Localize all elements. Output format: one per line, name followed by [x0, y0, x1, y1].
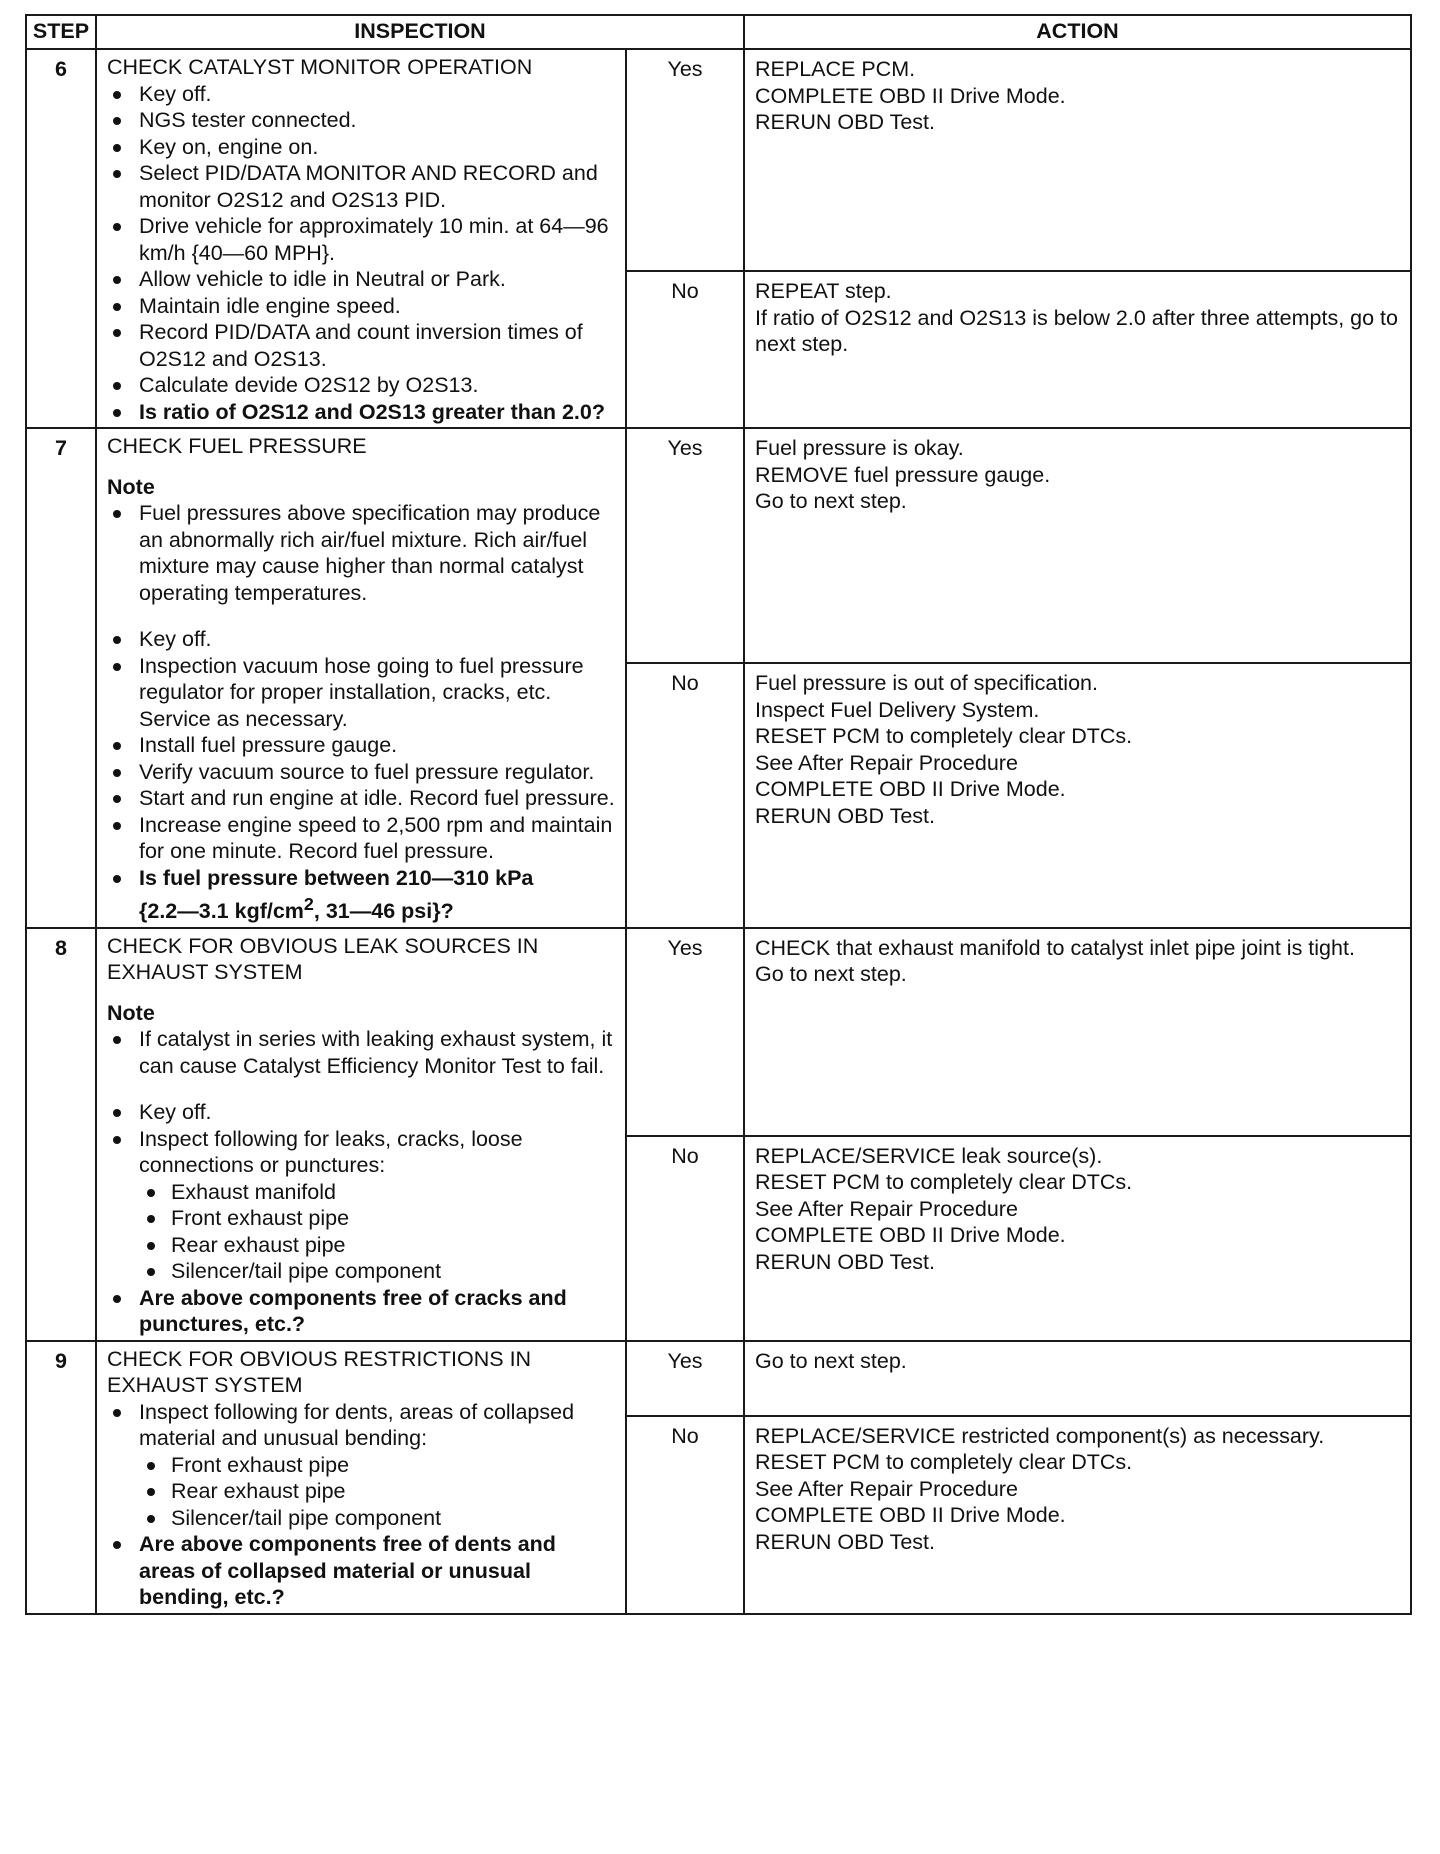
list-item: Key off.	[107, 1099, 615, 1126]
list-item: Exhaust manifold	[139, 1179, 615, 1206]
note-label: Note	[107, 1000, 155, 1025]
list-item: NGS tester connected.	[107, 107, 615, 134]
step-number: 7	[26, 428, 96, 928]
step-6-inspection	[96, 49, 626, 428]
list-item: If catalyst in series with leaking exhaust system, it can cause Catalyst Efficiency Monitor Test to fail.	[107, 1026, 615, 1079]
action-line: RERUN OBD Test.	[755, 1529, 935, 1554]
question-post: , 31—46 psi}?	[313, 899, 454, 924]
list-item: Drive vehicle for approximately 10 min. at 64—96 km/h {40—60 MPH}.	[107, 213, 615, 266]
step-8-yes-row	[26, 928, 1411, 1136]
list-item: Key on, engine on.	[107, 134, 615, 161]
list-item: Silencer/tail pipe component	[139, 1258, 615, 1285]
list-item: Fuel pressures above specification may produce an abnormally rich air/fuel mixture. Rich air/fuel mixture may cause higher than normal catalyst operating temperatures.	[107, 500, 615, 606]
note-label: Note	[107, 474, 155, 499]
inspection-bullets	[107, 626, 615, 925]
action-line: CHECK that exhaust manifold to catalyst inlet pipe joint is tight.	[755, 935, 1355, 960]
list-item: Rear exhaust pipe	[139, 1232, 615, 1259]
inspection-question: Is ratio of O2S12 and O2S13 greater than 2.0?	[107, 399, 615, 426]
step-title: CHECK FUEL PRESSURE	[107, 434, 367, 458]
step-number: 8	[26, 928, 96, 1341]
list-item	[107, 1126, 615, 1285]
list-item: Front exhaust pipe	[139, 1452, 615, 1479]
step-6-yes-row	[26, 49, 1411, 271]
action-line: Fuel pressure is out of specification.	[755, 671, 1098, 695]
header-inspection: INSPECTION	[96, 15, 744, 49]
step-number: 6	[26, 49, 96, 428]
action-line: If ratio of O2S12 and O2S13 is below 2.0 after three attempts, go to next step.	[755, 305, 1398, 356]
answer-no: No	[626, 663, 744, 928]
step-9-inspection	[96, 1341, 626, 1614]
inspection-bullets	[107, 1099, 615, 1338]
list-item: Inspection vacuum hose going to fuel pressure regulator for proper installation, cracks, etc. Service as necessary.	[107, 653, 615, 733]
action-line: REPLACE/SERVICE restricted component(s) as necessary.	[755, 1423, 1325, 1448]
list-item: Select PID/DATA MONITOR AND RECORD and monitor O2S12 and O2S13 PID.	[107, 160, 615, 213]
action-line: COMPLETE OBD II Drive Mode.	[755, 1223, 1066, 1248]
action-yes	[744, 928, 1411, 1136]
header-step: STEP	[26, 15, 96, 49]
action-line: RESET PCM to completely clear DTCs.	[755, 1450, 1133, 1475]
sub-bullets	[139, 1452, 615, 1532]
step-title: CHECK CATALYST MONITOR OPERATION	[107, 55, 533, 79]
action-line: RESET PCM to completely clear DTCs.	[755, 724, 1133, 748]
list-item: Allow vehicle to idle in Neutral or Park.	[107, 266, 615, 293]
action-yes	[744, 428, 1411, 663]
answer-no: No	[626, 1136, 744, 1341]
action-line: RERUN OBD Test.	[755, 803, 935, 828]
step-8-inspection	[96, 928, 626, 1341]
list-item	[107, 1399, 615, 1532]
step-7-yes-row	[26, 428, 1411, 663]
diagnostic-table	[25, 14, 1412, 1615]
action-line: COMPLETE OBD II Drive Mode.	[755, 777, 1066, 801]
action-line: Go to next step.	[755, 489, 907, 513]
answer-no: No	[626, 271, 744, 428]
action-yes	[744, 49, 1411, 271]
list-item: Key off.	[107, 81, 615, 108]
action-line: REPLACE PCM.	[755, 57, 916, 81]
action-no	[744, 663, 1411, 928]
question-pre: {2.2—3.1 kgf/cm	[139, 899, 304, 924]
list-item: Key off.	[107, 626, 615, 653]
list-item: Rear exhaust pipe	[139, 1478, 615, 1505]
action-line: See After Repair Procedure	[755, 1196, 1018, 1221]
inspection-bullets	[107, 81, 615, 426]
note-bullets	[107, 500, 615, 606]
answer-no: No	[626, 1416, 744, 1614]
question-line-1: Is fuel pressure between 210—310 kPa	[139, 865, 534, 890]
list-item: Front exhaust pipe	[139, 1205, 615, 1232]
action-line: Go to next step.	[755, 1348, 907, 1373]
action-line: RERUN OBD Test.	[755, 110, 935, 134]
action-line: Go to next step.	[755, 962, 907, 987]
action-line: RESET PCM to completely clear DTCs.	[755, 1170, 1133, 1195]
header-action: ACTION	[744, 15, 1411, 49]
action-yes	[744, 1341, 1411, 1416]
step-title: CHECK FOR OBVIOUS RESTRICTIONS IN EXHAUST SYSTEM	[107, 1346, 532, 1398]
step-number: 9	[26, 1341, 96, 1614]
list-item: Increase engine speed to 2,500 rpm and maintain for one minute. Record fuel pressure.	[107, 812, 615, 865]
list-item: Silencer/tail pipe component	[139, 1505, 615, 1532]
action-no	[744, 1416, 1411, 1614]
action-line: COMPLETE OBD II Drive Mode.	[755, 1503, 1066, 1528]
action-line: Inspect Fuel Delivery System.	[755, 697, 1040, 722]
question-sup: 2	[303, 894, 314, 914]
list-item: Verify vacuum source to fuel pressure regulator.	[107, 759, 615, 786]
list-item: Record PID/DATA and count inversion times of O2S12 and O2S13.	[107, 319, 615, 372]
list-item-text: Inspect following for dents, areas of collapsed material and unusual bending:	[139, 1399, 575, 1451]
step-7-inspection	[96, 428, 626, 928]
step-9-yes-row	[26, 1341, 1411, 1416]
list-item-text: Inspect following for leaks, cracks, loose connections or punctures:	[139, 1126, 523, 1178]
table-header-row	[26, 15, 1411, 49]
note-bullets	[107, 1026, 615, 1079]
list-item: Start and run engine at idle. Record fuel pressure.	[107, 785, 615, 812]
answer-yes: Yes	[626, 1341, 744, 1416]
action-line: See After Repair Procedure	[755, 750, 1018, 775]
action-line: See After Repair Procedure	[755, 1476, 1018, 1501]
inspection-bullets	[107, 1399, 615, 1611]
inspection-question: Are above components free of dents and areas of collapsed material or unusual bending, etc.?	[107, 1531, 615, 1611]
answer-yes: Yes	[626, 928, 744, 1136]
list-item: Calculate devide O2S12 by O2S13.	[107, 372, 615, 399]
sub-bullets	[139, 1179, 615, 1285]
action-no	[744, 271, 1411, 428]
action-no	[744, 1136, 1411, 1341]
action-line: RERUN OBD Test.	[755, 1249, 935, 1274]
action-line: REMOVE fuel pressure gauge.	[755, 462, 1051, 487]
list-item: Install fuel pressure gauge.	[107, 732, 615, 759]
action-line: COMPLETE OBD II Drive Mode.	[755, 83, 1066, 108]
inspection-question	[107, 865, 615, 925]
action-line: REPLACE/SERVICE leak source(s).	[755, 1143, 1103, 1168]
action-line: REPEAT step.	[755, 279, 892, 303]
list-item: Maintain idle engine speed.	[107, 293, 615, 320]
action-line: Fuel pressure is okay.	[755, 436, 964, 460]
step-title: CHECK FOR OBVIOUS LEAK SOURCES IN EXHAUST SYSTEM	[107, 933, 539, 985]
answer-yes: Yes	[626, 428, 744, 663]
answer-yes: Yes	[626, 49, 744, 271]
inspection-question: Are above components free of cracks and punctures, etc.?	[107, 1285, 615, 1338]
